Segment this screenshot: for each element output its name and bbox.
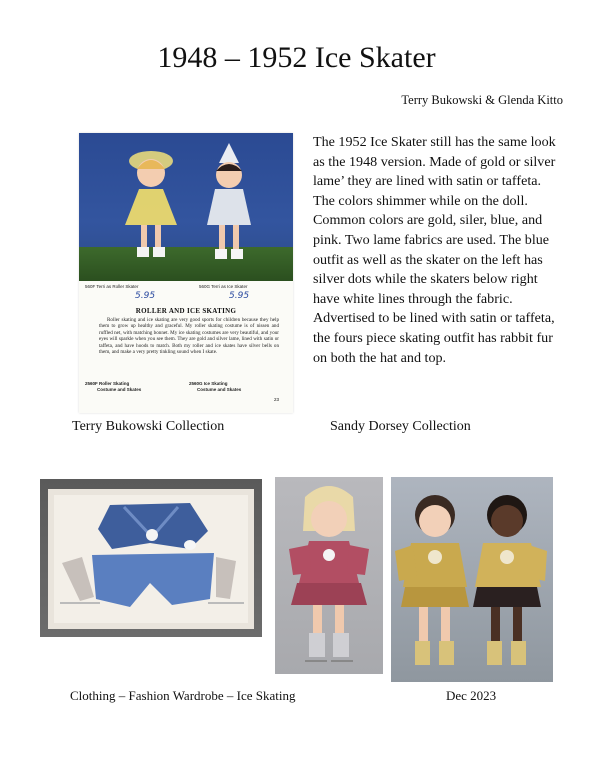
caption-date: Dec 2023 bbox=[446, 688, 497, 703]
catalog-label-left: 560F Terri as Roller Skater bbox=[85, 284, 139, 289]
catalog-heading: ROLLER AND ICE SKATING bbox=[135, 307, 237, 315]
catalog-price-right: 5.95 bbox=[229, 291, 250, 301]
pink-skater-doll-photo bbox=[275, 477, 383, 674]
catalog-price-left: 5.95 bbox=[135, 291, 156, 301]
catalog-page-number: 23 bbox=[273, 397, 279, 402]
catalog-footer-right-1: 2560G Ice Skating bbox=[189, 381, 228, 386]
catalog-footer-left-1: 2560F Roller Skating bbox=[85, 381, 130, 386]
catalog-footer-left-2: Costume and Skates bbox=[97, 387, 142, 392]
caption-clothing: Clothing – Fashion Wardrobe – Ice Skating bbox=[70, 688, 296, 703]
authors-byline: Terry Bukowski & Glenda Kitto bbox=[401, 93, 563, 107]
catalog-footer-right-2: Costume and Skates bbox=[197, 387, 242, 392]
catalog-page-image bbox=[79, 133, 293, 413]
outfit-box-photo bbox=[40, 479, 262, 637]
catalog-paragraph: Roller skating and ice skating are very good sports for children because they help them to grow up healthy and graceful. My roller skating costume is of nissen and ruffled net, with matching bonnet. My ice skating costumes are very beautiful, and your eyes will sparkle when you see them. They are gold and silver lame, lined with satin or taffeta, and have hoods to match. Both my roller and ice skates have silver bells on them, and make a very pretty tinkling sound when I skate. bbox=[99, 317, 279, 356]
page-title: 1948 – 1952 Ice Skater bbox=[157, 41, 436, 74]
catalog-doll-photo bbox=[79, 133, 293, 281]
caption-sandy-collection: Sandy Dorsey Collection bbox=[330, 419, 471, 434]
catalog-label-right: 560G Terri as Ice Skater bbox=[199, 284, 248, 289]
caption-terry-collection: Terry Bukowski Collection bbox=[72, 419, 225, 434]
gold-skater-dolls-photo bbox=[391, 477, 553, 682]
body-paragraph: The 1952 Ice Skater still has the same look as the 1948 version. Made of gold or silver lame’ they are lined with satin or taffeta. The colors shimmer while on the doll. Common colors are gold, siler, blue, and pink. Two lame fabrics are used. The blue outfit as well as the skater on the left has silver dots while the skaters below right have white lines through the fabric. Advertised to be lined with satin or taffeta, the fours piece skating outfit has rabbit fur on both the hat and top. bbox=[313, 134, 556, 366]
